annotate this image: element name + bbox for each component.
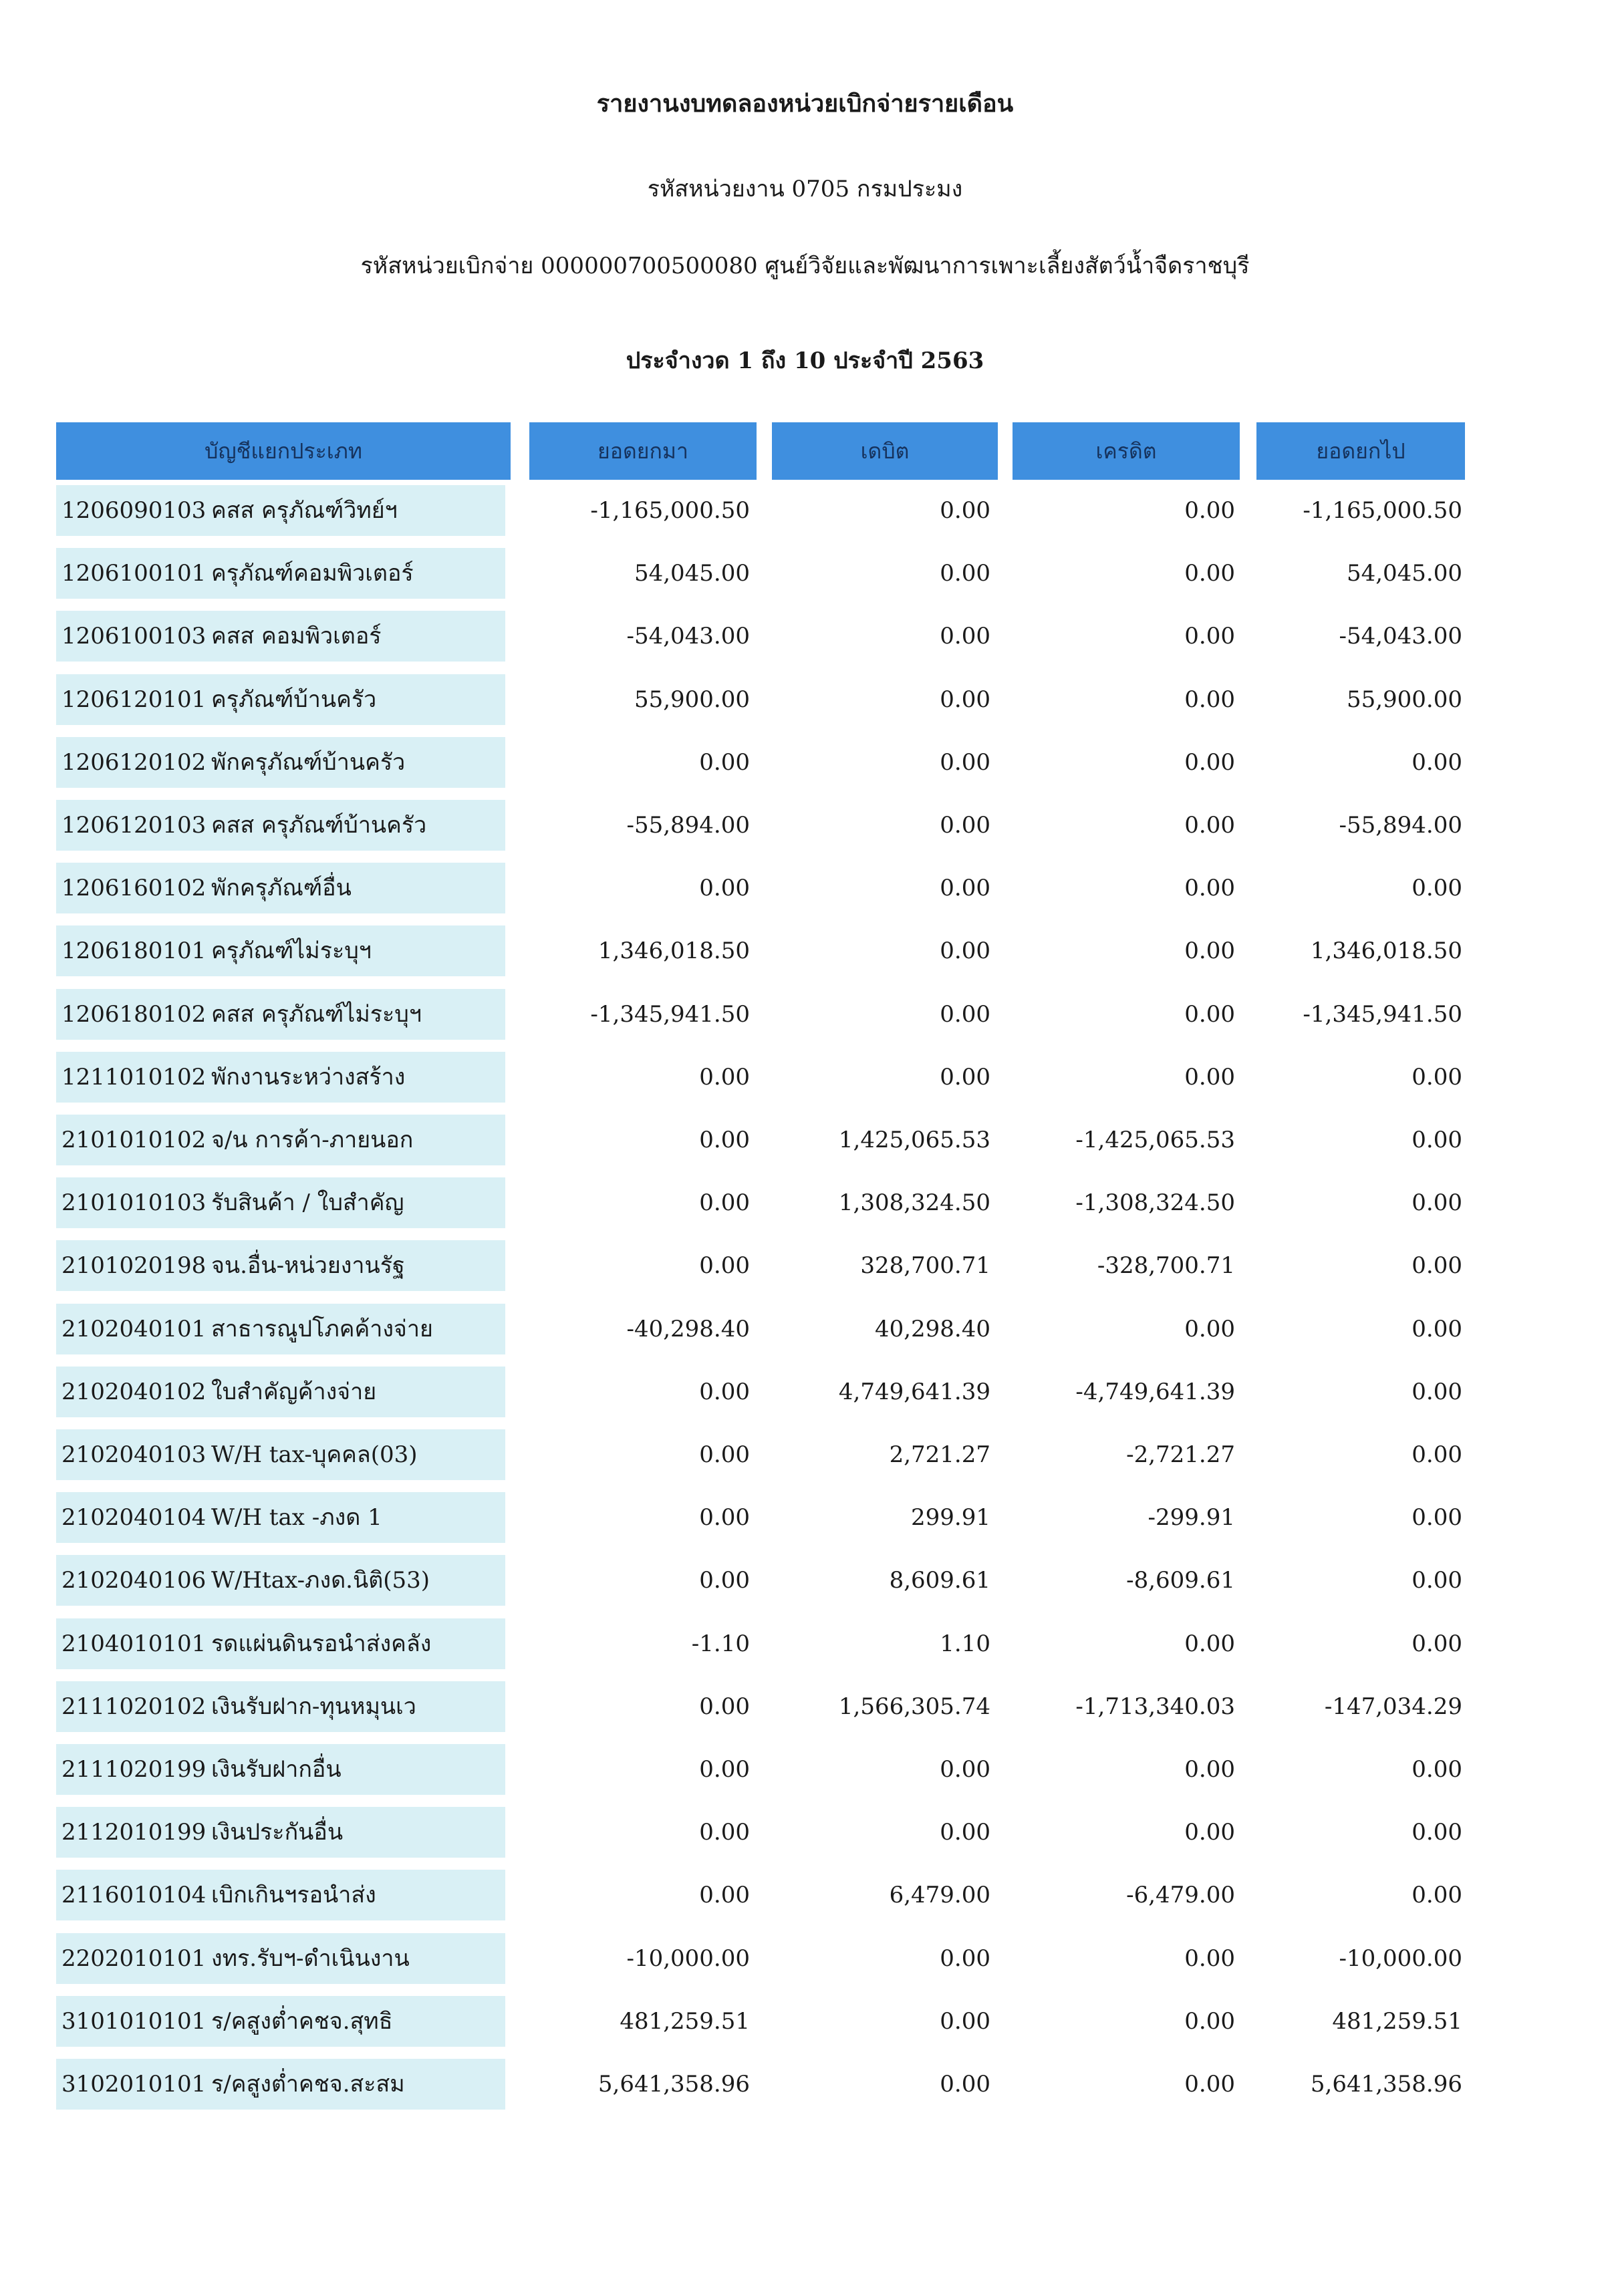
account-cell — [56, 1052, 505, 1103]
table-row — [0, 2059, 1610, 2112]
account-cell — [56, 800, 505, 851]
table-row — [0, 1115, 1610, 1168]
carried-forward-value: 0.00 — [1412, 1379, 1462, 1405]
debit-value: 0.00 — [940, 812, 990, 839]
credit-value: 0.00 — [1184, 875, 1235, 901]
debit-value: 0.00 — [940, 2071, 990, 2098]
account-name: ร/คสูงต่ำคชจ.สะสม — [211, 2071, 405, 2098]
account-code: 1206100103 — [61, 623, 207, 650]
account-name: สาธารณูปโภคค้างจ่าย — [211, 1316, 433, 1342]
table-row — [0, 1870, 1610, 1923]
account-name: ครุภัณฑ์คอมพิวเตอร์ — [211, 560, 414, 587]
carried-forward-value: 0.00 — [1412, 1630, 1462, 1657]
account-cell — [56, 1933, 505, 1984]
table-row — [0, 863, 1610, 916]
account-code: 2111020199 — [61, 1756, 207, 1783]
account-cell — [56, 1681, 505, 1732]
debit-value: 0.00 — [940, 1819, 990, 1846]
debit-value: 0.00 — [940, 749, 990, 776]
carried-forward-value: 481,259.51 — [1332, 2008, 1462, 2035]
carried-forward-value: 54,045.00 — [1346, 560, 1462, 587]
brought-forward-value: 0.00 — [699, 1693, 750, 1720]
account-name: รับสินค้า / ใบสำคัญ — [211, 1189, 404, 1216]
account-name: ครุภัณฑ์ไม่ระบุฯ — [211, 938, 372, 964]
account-cell — [56, 548, 505, 599]
carried-forward-value: 0.00 — [1412, 1189, 1462, 1216]
table-row — [0, 1744, 1610, 1798]
account-name: ใบสำคัญค้างจ่าย — [211, 1379, 377, 1405]
brought-forward-value: 5,641,358.96 — [597, 2071, 750, 2098]
agency-name: กรมประมง — [856, 176, 963, 202]
debit-value: 40,298.40 — [874, 1316, 990, 1342]
credit-value: 0.00 — [1184, 2008, 1235, 2035]
brought-forward-value: 0.00 — [699, 1064, 750, 1091]
carried-forward-value: 0.00 — [1412, 1504, 1462, 1531]
table-row — [0, 737, 1610, 791]
account-cell — [56, 925, 505, 976]
credit-value: 0.00 — [1184, 1064, 1235, 1091]
debit-value: 1,566,305.74 — [838, 1693, 990, 1720]
table-row — [0, 1367, 1610, 1420]
table-row — [0, 1492, 1610, 1546]
table-row — [0, 1807, 1610, 1860]
account-code: 2102040101 — [61, 1316, 207, 1342]
credit-value: -328,700.71 — [1097, 1252, 1235, 1279]
carried-forward-value: -1,165,000.50 — [1303, 497, 1462, 524]
unit-name: ศูนย์วิจัยและพัฒนาการเพาะเลี้ยงสัตว์น้ำจืดราชบุรี — [765, 253, 1250, 279]
credit-value: 0.00 — [1184, 1756, 1235, 1783]
account-cell — [56, 1996, 505, 2047]
debit-value: 0.00 — [940, 938, 990, 964]
account-code: 1206160102 — [61, 875, 207, 901]
agency-code: 0705 — [791, 176, 850, 202]
carried-forward-value: 0.00 — [1412, 875, 1462, 901]
brought-forward-value: 0.00 — [699, 1379, 750, 1405]
account-name: พักงานระหว่างสร้าง — [211, 1064, 406, 1091]
account-cell — [56, 1555, 505, 1606]
account-name: W/H tax -ภงด 1 — [211, 1504, 382, 1531]
brought-forward-value: 0.00 — [699, 1189, 750, 1216]
table-row — [0, 611, 1610, 664]
table-row — [0, 548, 1610, 601]
account-code: 2101010102 — [61, 1127, 207, 1153]
debit-value: 0.00 — [940, 497, 990, 524]
table-row — [0, 1429, 1610, 1483]
brought-forward-value: 0.00 — [699, 1567, 750, 1594]
account-cell — [56, 1240, 505, 1291]
debit-value: 6,479.00 — [889, 1882, 990, 1908]
header-carried-forward: ยอดยกไป — [1256, 422, 1465, 480]
credit-value: -2,721.27 — [1126, 1441, 1235, 1468]
period-text: ประจำงวด 1 ถึง 10 ประจำปี 2563 — [626, 347, 984, 374]
carried-forward-value: -10,000.00 — [1339, 1945, 1462, 1972]
debit-value: 299.91 — [911, 1504, 990, 1531]
account-cell — [56, 1870, 505, 1920]
account-code: 2101020198 — [61, 1252, 207, 1279]
account-name: รดแผ่นดินรอนำส่งคลัง — [211, 1630, 432, 1657]
table-row — [0, 1996, 1610, 2049]
table-row — [0, 1933, 1610, 1987]
credit-value: -299.91 — [1148, 1504, 1235, 1531]
brought-forward-value: 0.00 — [699, 875, 750, 901]
credit-value: 0.00 — [1184, 1316, 1235, 1342]
account-name: เงินรับฝาก-ทุนหมุนเว — [211, 1693, 416, 1720]
brought-forward-value: 0.00 — [699, 1819, 750, 1846]
account-name: งทร.รับฯ-ดำเนินงาน — [211, 1945, 410, 1972]
carried-forward-value: 0.00 — [1412, 1127, 1462, 1153]
account-name: คสส คอมพิวเตอร์ — [211, 623, 382, 650]
account-cell — [56, 674, 505, 725]
account-code: 1206090103 — [61, 497, 207, 524]
brought-forward-value: -55,894.00 — [626, 812, 750, 839]
account-cell — [56, 1177, 505, 1228]
debit-value: 8,609.61 — [889, 1567, 990, 1594]
brought-forward-value: 55,900.00 — [634, 686, 750, 713]
agency-line — [0, 170, 1610, 206]
debit-value: 4,749,641.39 — [838, 1379, 990, 1405]
account-code: 1206180102 — [61, 1001, 207, 1028]
account-code: 1206180101 — [61, 938, 207, 964]
account-cell — [56, 1367, 505, 1417]
account-name: คสส ครุภัณฑ์ไม่ระบุฯ — [211, 1001, 422, 1028]
carried-forward-value: -54,043.00 — [1339, 623, 1462, 650]
account-code: 2101010103 — [61, 1189, 207, 1216]
table-row — [0, 989, 1610, 1042]
brought-forward-value: 0.00 — [699, 1882, 750, 1908]
debit-value: 0.00 — [940, 2008, 990, 2035]
credit-value: -6,479.00 — [1126, 1882, 1235, 1908]
report-title: รายงานงบทดลองหน่วยเบิกจ่ายรายเดือน — [596, 90, 1014, 118]
credit-value: 0.00 — [1184, 560, 1235, 587]
account-name: เงินรับฝากอื่น — [211, 1756, 342, 1783]
carried-forward-value: -55,894.00 — [1339, 812, 1462, 839]
header-debit: เดบิต — [772, 422, 998, 480]
brought-forward-value: 0.00 — [699, 1504, 750, 1531]
table-row — [0, 800, 1610, 853]
table-row — [0, 1618, 1610, 1672]
credit-value: 0.00 — [1184, 938, 1235, 964]
credit-value: -1,425,065.53 — [1075, 1127, 1235, 1153]
debit-value: 0.00 — [940, 1064, 990, 1091]
credit-value: 0.00 — [1184, 497, 1235, 524]
table-row — [0, 925, 1610, 979]
account-cell — [56, 1744, 505, 1795]
table-row — [0, 674, 1610, 728]
header-account: บัญชีแยกประเภท — [56, 422, 511, 480]
brought-forward-value: -40,298.40 — [626, 1316, 750, 1342]
account-cell — [56, 1115, 505, 1165]
unit-code: 000000700500080 — [541, 253, 758, 279]
carried-forward-value: 5,641,358.96 — [1310, 2071, 1462, 2098]
account-code: 2102040102 — [61, 1379, 207, 1405]
header-credit: เครดิต — [1013, 422, 1240, 480]
debit-value: 0.00 — [940, 560, 990, 587]
debit-value: 2,721.27 — [889, 1441, 990, 1468]
debit-value: 1.10 — [940, 1630, 990, 1657]
credit-value: -1,713,340.03 — [1075, 1693, 1235, 1720]
carried-forward-value: -1,345,941.50 — [1303, 1001, 1462, 1028]
table-row — [0, 1681, 1610, 1735]
account-cell — [56, 1618, 505, 1669]
debit-value: 0.00 — [940, 875, 990, 901]
account-cell — [56, 1492, 505, 1543]
account-code: 1206120102 — [61, 749, 207, 776]
table-row — [0, 1052, 1610, 1105]
account-code: 2116010104 — [61, 1882, 207, 1908]
brought-forward-value: 481,259.51 — [620, 2008, 750, 2035]
credit-value: -1,308,324.50 — [1075, 1189, 1235, 1216]
account-name: พักครุภัณฑ์บ้านครัว — [211, 749, 406, 776]
period-line — [0, 342, 1610, 378]
credit-value: 0.00 — [1184, 1945, 1235, 1972]
debit-value: 1,308,324.50 — [838, 1189, 990, 1216]
debit-value: 0.00 — [940, 686, 990, 713]
debit-value: 0.00 — [940, 1945, 990, 1972]
debit-value: 328,700.71 — [860, 1252, 990, 1279]
account-name: เงินประกันอื่น — [211, 1819, 344, 1846]
account-code: 2104010101 — [61, 1630, 207, 1657]
unit-line — [0, 247, 1610, 283]
brought-forward-value: 0.00 — [699, 1252, 750, 1279]
brought-forward-value: 0.00 — [699, 749, 750, 776]
brought-forward-value: 54,045.00 — [634, 560, 750, 587]
account-name: พักครุภัณฑ์อื่น — [211, 875, 352, 901]
account-code: 1211010102 — [61, 1064, 207, 1091]
account-cell — [56, 1429, 505, 1480]
account-code: 3102010101 — [61, 2071, 207, 2098]
account-name: เบิกเกินฯรอนำส่ง — [211, 1882, 376, 1908]
carried-forward-value: -147,034.29 — [1324, 1693, 1462, 1720]
brought-forward-value: -10,000.00 — [626, 1945, 750, 1972]
account-code: 2111020102 — [61, 1693, 207, 1720]
brought-forward-value: -54,043.00 — [626, 623, 750, 650]
credit-value: 0.00 — [1184, 623, 1235, 650]
table-row — [0, 1555, 1610, 1608]
account-name: จ/น การค้า-ภายนอก — [211, 1127, 414, 1153]
account-name: คสส ครุภัณฑ์วิทย์ฯ — [211, 497, 398, 524]
carried-forward-value: 0.00 — [1412, 1441, 1462, 1468]
account-name: คสส ครุภัณฑ์บ้านครัว — [211, 812, 427, 839]
credit-value: -4,749,641.39 — [1075, 1379, 1235, 1405]
table-header — [0, 422, 1610, 480]
account-code: 2202010101 — [61, 1945, 207, 1972]
brought-forward-value: 1,346,018.50 — [597, 938, 750, 964]
debit-value: 0.00 — [940, 1001, 990, 1028]
credit-value: 0.00 — [1184, 2071, 1235, 2098]
account-cell — [56, 737, 505, 788]
account-code: 1206100101 — [61, 560, 207, 587]
credit-value: 0.00 — [1184, 1819, 1235, 1846]
account-name: ครุภัณฑ์บ้านครัว — [211, 686, 377, 713]
account-code: 3101010101 — [61, 2008, 207, 2035]
account-name: W/Htax-ภงด.นิติ(53) — [211, 1567, 430, 1594]
account-cell — [56, 989, 505, 1040]
credit-value: 0.00 — [1184, 1630, 1235, 1657]
account-cell — [56, 1807, 505, 1858]
brought-forward-value: -1,345,941.50 — [590, 1001, 750, 1028]
carried-forward-value: 55,900.00 — [1346, 686, 1462, 713]
credit-value: 0.00 — [1184, 749, 1235, 776]
carried-forward-value: 0.00 — [1412, 1064, 1462, 1091]
unit-label: รหัสหน่วยเบิกจ่าย — [360, 253, 534, 279]
account-cell — [56, 2059, 505, 2110]
debit-value: 0.00 — [940, 1756, 990, 1783]
brought-forward-value: 0.00 — [699, 1441, 750, 1468]
table-row — [0, 1240, 1610, 1294]
carried-forward-value: 0.00 — [1412, 1316, 1462, 1342]
account-cell — [56, 863, 505, 913]
table-row — [0, 1304, 1610, 1357]
account-code: 2102040104 — [61, 1504, 207, 1531]
header-brought-forward: ยอดยกมา — [529, 422, 757, 480]
carried-forward-value: 0.00 — [1412, 1252, 1462, 1279]
carried-forward-value: 0.00 — [1412, 749, 1462, 776]
account-name: W/H tax-บุคคล(03) — [211, 1441, 418, 1468]
account-code: 2102040103 — [61, 1441, 207, 1468]
account-name: จน.อื่น-หน่วยงานรัฐ — [211, 1252, 405, 1279]
carried-forward-value: 0.00 — [1412, 1819, 1462, 1846]
credit-value: -8,609.61 — [1126, 1567, 1235, 1594]
table-row — [0, 485, 1610, 539]
debit-value: 0.00 — [940, 623, 990, 650]
account-name: ร/คสูงต่ำคชจ.สุทธิ — [211, 2008, 393, 2035]
debit-value: 1,425,065.53 — [838, 1127, 990, 1153]
credit-value: 0.00 — [1184, 812, 1235, 839]
carried-forward-value: 1,346,018.50 — [1310, 938, 1462, 964]
account-cell — [56, 1304, 505, 1354]
agency-label: รหัสหน่วยงาน — [647, 176, 785, 202]
carried-forward-value: 0.00 — [1412, 1567, 1462, 1594]
account-code: 2112010199 — [61, 1819, 207, 1846]
brought-forward-value: 0.00 — [699, 1127, 750, 1153]
account-code: 1206120101 — [61, 686, 207, 713]
carried-forward-value: 0.00 — [1412, 1882, 1462, 1908]
brought-forward-value: -1.10 — [691, 1630, 750, 1657]
carried-forward-value: 0.00 — [1412, 1756, 1462, 1783]
credit-value: 0.00 — [1184, 686, 1235, 713]
account-cell — [56, 485, 505, 536]
account-cell — [56, 611, 505, 662]
brought-forward-value: -1,165,000.50 — [590, 497, 750, 524]
credit-value: 0.00 — [1184, 1001, 1235, 1028]
table-row — [0, 1177, 1610, 1231]
account-code: 1206120103 — [61, 812, 207, 839]
account-code: 2102040106 — [61, 1567, 207, 1594]
brought-forward-value: 0.00 — [699, 1756, 750, 1783]
